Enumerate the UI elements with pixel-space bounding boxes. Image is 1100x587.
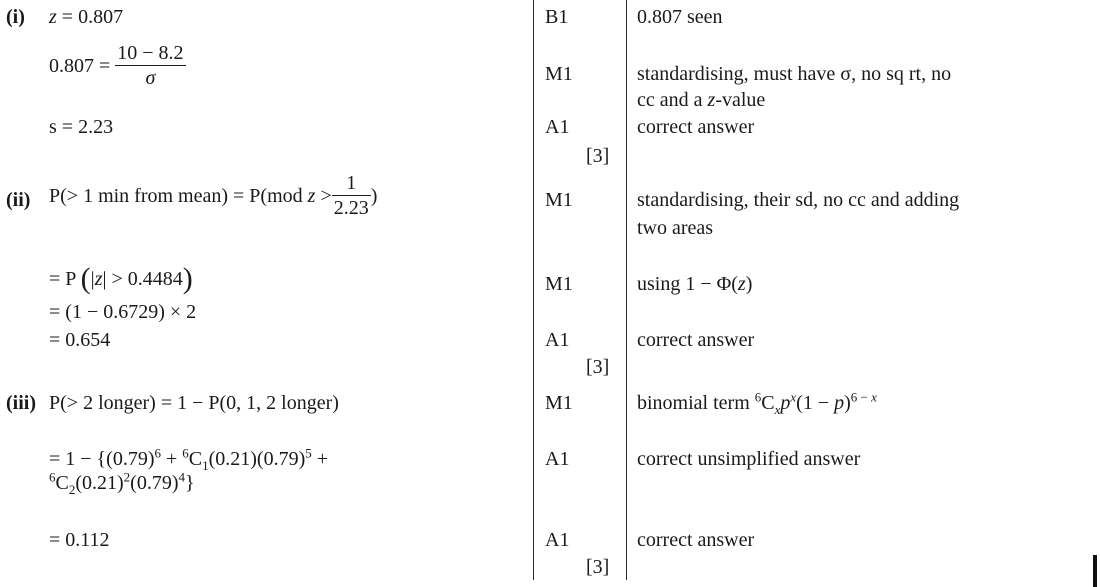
part-label-ii: (ii) (6, 189, 31, 211)
var-z: z (49, 6, 57, 28)
mark-i-2: M1 (545, 63, 573, 85)
working-iii-line3: $^6C_2(0.21)^2(0.79)^4$} (49, 469, 195, 497)
mark-iii-1: M1 (545, 392, 573, 414)
part-label-i: (i) (6, 6, 25, 28)
comment-i-2: standardising, must have σ, no sq rt, no (637, 63, 952, 85)
working-i-line1: z = 0.807 (49, 6, 124, 28)
working-i-line2: 0.807 = $\frac{10 - 8.2}{\sigma}$ (49, 42, 184, 89)
comment-i-4: correct answer (637, 116, 755, 138)
column-divider-marks (533, 0, 534, 580)
comment-iii-1: binomial term $^6C_xp^x(1 - p)^{6 - x}$ (637, 389, 877, 417)
working-ii-line2: = P (|z| > 0.4484) (49, 262, 193, 295)
mark-i-3: A1 (545, 116, 570, 138)
total-ii: [3] (586, 356, 610, 378)
working-ii-line4: = 0.654 (49, 329, 111, 351)
working-i-line3: s = 2.23 (49, 116, 114, 138)
mark-ii-2: M1 (545, 273, 573, 295)
working-ii-line1: P(> 1 min from mean) = P(mod z > $\frac{1}{2.23}$ ) (49, 172, 378, 219)
working-iii-line1: P(> 2 longer) = 1 − P(0, 1, 2 longer) (49, 392, 339, 414)
mark-ii-1: M1 (545, 189, 573, 211)
comment-ii-3: using 1 − Φ(z) (637, 273, 753, 295)
total-i: [3] (586, 145, 610, 167)
comment-i-1: 0.807 seen (637, 6, 723, 28)
fraction: $\frac{10 - 8.2}{\sigma}$ (117, 42, 184, 89)
column-divider-comments (626, 0, 627, 580)
mark-iii-3: A1 (545, 529, 570, 551)
mark-i-1: B1 (545, 6, 569, 28)
comment-iii-3: correct answer (637, 529, 755, 551)
comment-i-3: cc and a z-value (637, 89, 766, 111)
working-iii-line4: = 0.112 (49, 529, 110, 551)
text-cursor (1093, 555, 1097, 587)
part-label-iii: (iii) (6, 392, 36, 414)
mark-iii-2: A1 (545, 448, 570, 470)
total-iii: [3] (586, 556, 610, 578)
comment-ii-2: two areas (637, 217, 714, 239)
working-iii-line2: = $1 - \{(0.79)^6 + ^6C_1(0.21)(0.79)^5$ + (49, 445, 329, 473)
comment-ii-1: standardising, their sd, no cc and adding (637, 189, 960, 211)
comment-iii-2: correct unsimplified answer (637, 448, 861, 470)
working-ii-line3: = (1 − 0.6729) × 2 (49, 301, 197, 323)
fraction: $\frac{1}{2.23}$ (333, 172, 369, 219)
comment-ii-4: correct answer (637, 329, 755, 351)
mark-ii-3: A1 (545, 329, 570, 351)
